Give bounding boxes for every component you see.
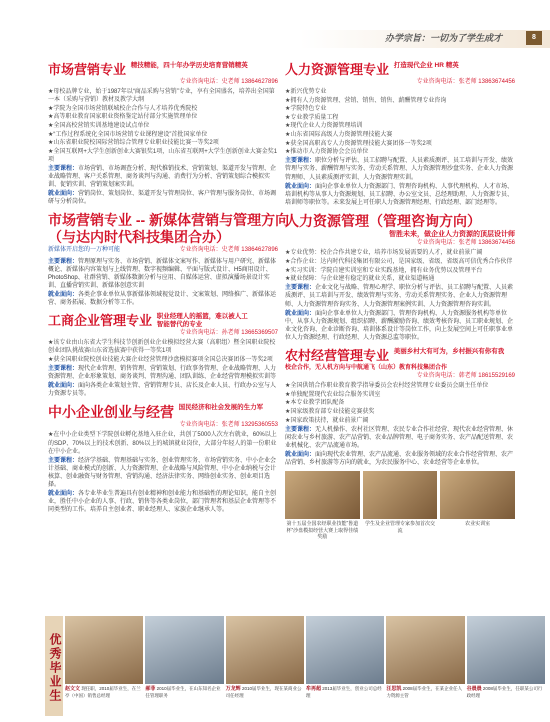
graduate-desc: 2008届毕业生，在某企业任人力资源主管 [386,686,463,698]
career-paragraph: 就业面向：各专业毕业生普遍具有创业精神和创业能力和基础性的理论知识，能自主创业，胜任中小企业的人事、行政、销售等各类业岗位，部门管理者和基层企业管理等不同类型的工作。培养自主创业者、职业经理人、家族企业继承人等。 [48,491,277,514]
feature-item: ★专业优势：校企合作共建专业，培养市场发展需要的人才，就业前景广阔 [285,250,483,257]
career-paragraph: 就业面向：面向企事业单位人力资源部门、管理咨询机构、人事代理机构、人才市场、培训机构等从事人力资源规划、员工招聘、办公室文员、总经理助理、人力资源专员、培训师等职位等。未来发展上可任职人力资源管理经理、行政经理、部门经理等。 [285,183,514,206]
section-newmedia [48,212,290,307]
courses-paragraph: 主要课程：现代企业管理、销售管理、营销策划、行政事务管理、企业战略管理、人力资源管理、企业形象策划、商务谈判、管理沟通、团队训练、企业经营管理模拟实训等 [48,365,277,381]
photo-row [285,471,515,541]
feature-item: ★现代企业人力资源管理培训 [285,123,363,130]
right-column [285,62,515,547]
feature-item: ★本专业教学团队配备 [285,400,345,407]
career-paragraph: 就业面向：面向企事业单位人力资源部门、管理咨询机构、人力资源服务机构等单位中，从事人力资源规划、组织招聘、薪酬激励咨询、绩效考核咨询、员工职业规划、企业文化咨询、企业诊断咨询、培训体系设计等岗位工作，向上发展空间上可任职事业单位人力资源经理、行政经理、人力资源总监等职位。 [285,310,514,341]
feature-item: ★山东省国际高级人力资源管理技能大赛 [285,132,393,139]
photo-caption: 第十五届全国农经职业技能“鲁道杯”沙盘模拟经营大赛上取得佳绩奖励 [286,521,359,541]
feature-item: ★该专业由山东省大学生科技节创新创业企业模拟经营大赛（高职组）暨全国职业院校创业团队挑战赛山东省选拔赛中获得一等奖1项 [48,340,276,355]
graduate-desc: 2008届毕业生，任职某公司行政经理 [466,686,543,698]
section-note: 新媒体开启您的一万种可能 [48,247,121,254]
hotline: 专业咨询电话：张老师 13863674456 [416,240,515,247]
graduate-name: 汪思凯 [386,686,402,692]
section-title: 市场营销专业 [48,62,127,77]
feature-item: ★国家级教育部专业技能竞赛获奖 [285,408,375,415]
section-title: 工商企业管理专业 [48,313,153,329]
graduate-card [226,616,304,716]
feature-item: ★获全国高职高专人力资源管理技能大赛团体一等奖2项 [285,140,432,147]
feature-item: ★全国高校营销实训基地建设试点单位 [48,122,150,129]
graduates-label: 优秀毕业生 [45,616,63,716]
feature-item: ★全国供销合作职业教育教学指导委员会农村经营管理专业委员会副主任单位 [285,383,489,390]
career-paragraph: 就业面向：面向现代农业管理、农产品流通、农业服务领域的农业合作经营管理、农产品营销、乡村旅游等方向的就业，为农民服务中心、农业经营等企业单位。 [285,451,514,466]
photo-caption: 农业实训室 [465,521,491,528]
graduate-desc: 2010届毕业生，现在某商业公司任经理 [225,686,302,698]
feature-item: ★推动市人力资源协会会员单位 [285,149,369,156]
section-title: 人力资源管理专业 [285,62,390,77]
courses-paragraph: 主要课程：企业文化与战略、管理心理学、职位分析与评估、员工招聘与配置、人员素质测评、员工培训与开发、绩效管理与实务、劳动关系管理实务、企业人力资源管理师、人力资源管理咨询实务、人力资源管理案例实训、人力资源管理咨询实训。 [285,285,514,308]
hotline: 专业咨询电话：张老师 13295360553 [179,422,278,429]
section-hr [285,62,515,207]
feature-item: ★“工作过程系统化全国市场营销专业课程建设”首批国家单位 [48,131,208,138]
feature-item: ★获全国职业院校创业技能大赛企业经营管理沙盘模拟赛项全国总决赛团体一等奖2项 [48,356,273,363]
feature-item: ★学院为全国市场营销联城校企合作与人才培养优秀院校 [48,105,198,112]
section-subtitle: 打造现代企业 HR 精英 [393,62,459,69]
graduate-name: 赵文文 [65,686,81,692]
section-subtitle: 职业经理人的摇篮，难以被人工智能替代的专业 [156,313,248,329]
section-subtitle: 国民经济和社会发展的生力军 [178,404,264,412]
hotline: 专业咨询电话：史老师 13864627896 [179,247,278,254]
section-title: 人力资源管理（管理咨询方向） [285,212,481,229]
courses-paragraph: 主要课程：管理原理与实务、市场营销、新媒体文案写作、新媒体与用户研究、新媒体概论、新媒体内容策划与上线管理、数字视频编辑、平面与版式设计、H5商用设计、PhotoShop、社群营销、新媒体数据分析与应用、自媒体运营、虚拟演播场景设计实训、直播营销实训、新媒体创意实训 [48,258,277,289]
graduate-name: 谷晨晨 [466,686,482,692]
header-slogan: 办学宗旨：一切为了学生成才 [385,34,503,44]
graduate-name: 万龙辉 [225,686,241,692]
section-subtitle: 精技精能，四十年办学历史培育营销精英 [130,62,248,69]
graduate-desc: 现任职，2010届毕业生，在兰亭（中国）销售总经理 [65,686,141,698]
graduate-photo [306,616,384,684]
feature-item: ★单独配置现代农业综合服务实训室 [285,391,381,398]
graduate-desc: 2010届毕业生，在山东知名企业任管理职务 [145,686,221,698]
career-paragraph: 就业面向：营销岗位、策划岗位、渠道开发与管理岗位、客户管理与服务岗位、市场调研与分析岗位。 [48,191,277,206]
graduates-strip [45,616,545,716]
feature-item: ★合作企业：达内时代科技集团有限公司，是国家级、省级、省级高可信优秀合作伙伴 [285,259,513,266]
feature-item: ★国家政策扶持，就业前景广阔 [285,417,369,424]
feature-item: ★就业保障：与企业建有稳定的就业关系，就业渠道畅通 [285,276,435,283]
feature-item: ★全国互联网+大学生创新创业大赛银奖1项，山东省互联网+大学生创新创业大赛金奖1项 [48,148,278,163]
page-number: 8 [526,31,542,45]
hotline: 专业咨询电话：张老师 13863674456 [416,79,515,85]
feature-item: ★学院特色专业 [285,106,327,113]
section-subtitle: 智胜未来，做企业人力资源的顶层设计师 [389,230,515,238]
section-hr-consult [285,213,515,342]
section-business [48,313,278,398]
feature-item: ★新兴优势专业 [285,89,327,96]
graduate-photo [145,616,223,684]
graduate-photo [65,616,143,684]
section-title: 农村经营管理专业 [285,347,390,363]
section-subtitle: 美丽乡村大有可为，乡村振兴有你有我 [393,347,505,355]
section-title: 市场营销专业 -- 新媒体营销与管理方向 [48,212,290,229]
section-marketing [48,62,278,206]
feature-item: ★实习实训：学院自建实训室和专业实践基地，拥有业务优势以及管理平台 [285,267,483,274]
hotline: 专业咨询电话：史老师 13864627896 [179,79,278,85]
career-paragraph: 就业面向：面向各类企业策划主管、营销管理专员、店长及企业人员、行政办公室与人力资源专员等。 [48,383,277,398]
graduate-photo [467,616,545,684]
section-title: 中小企业创业与经营 [48,404,174,421]
feature-item: ★拥有人力资源管理、营销、销售、销售、薪酬管理专业咨询 [285,97,447,104]
graduate-card [145,616,223,716]
graduate-photo [386,616,464,684]
exchange-photo [363,471,438,519]
section-agri [285,348,515,541]
training-room-photo [440,471,515,519]
graduate-card [306,616,384,716]
courses-paragraph: 主要课程：经济学基础、管理基础与实务、创业管理实务、市场营销实务、中小企业会计基础、商业模式的创新、人力资源管理、企业战略与风险管理、中小企业纳税与会计核算、创业融资与财务管理、营销沟通、经济法律实务、网络创业实务、创业项目选择。 [48,457,277,488]
graduate-desc: 2013届毕业生，创业公司总经理 [305,686,382,698]
left-column [48,62,290,520]
section-sme [48,404,278,514]
feature-item: ★母校品牌专业，始于1987年以“商品采购与营销”专业，享有全国盛名，培养出全国第一本（采购与营销）教材及教学大纲 [48,89,275,104]
courses-paragraph: 主要课程：无人机操作、农村社区管理、农民专业合作社经营、现代农业经营管理、休闲农业与乡村旅游、农产品营销、农业品牌管理、电子商务实务、农产品配送管理、农业机械化、农产品流通市场。 [285,426,514,449]
graduate-name: 牟再超 [305,686,321,692]
graduate-photo [226,616,304,684]
graduate-card [65,616,143,716]
feature-item: ★山东省职业院校国际营销综合管理专业职业技能比赛一等奖2项 [48,140,219,147]
graduate-name: 郝菲 [145,686,156,692]
graduate-card [386,616,464,716]
hotline: 专业咨询电话：韩老师 18615529169 [416,373,515,380]
hotline: 专业咨询电话：孙老师 13665369507 [179,330,278,337]
section-title-line2: （与达内时代科技集团合办） [48,229,230,246]
graduate-card [467,616,545,716]
courses-paragraph: 主要课程：职位分析与评估、员工招聘与配置、人员素质测评、员工培训与开发、绩效管理与实务、薪酬管理与实务、劳动关系管理、人力资源管理沙盘实务、企业人力资源管理师、人员素质测评实训、人力资源管理实训。 [285,158,514,181]
feature-item: ★在中小企业类型下学院创业孵化基地入驻企业，共创了5000人次左右就业，60%以上的SDP、70%以上的技术创新、80%以上的城镇就业岗位，大部分年轻人的第一份职业在中小企业。 [48,432,277,455]
feature-item: ★高等职业教育国家职业资格鉴定站付部分实施管理单位 [48,114,198,121]
section-subtitle-2: 校企合作，无人机方向与中航通飞（山东）教育科技集团合作 [285,364,448,371]
feature-item: ★专业教学质量工程 [285,114,339,121]
photo-caption: 学生及企业管理专家参加首次交流 [365,521,436,534]
competition-photo [285,471,360,519]
courses-paragraph: 主要课程：市场营销、市场调查分析、现代推销技术、营销策划、渠道开发与管理、企业战略管理、客户关系管理、商务谈判与沟通、消费行为分析、营销策划综合模拟实训、促销实训、营销策划案实训。 [48,165,277,189]
career-paragraph: 就业面向：各类企事业单位从事新媒体领域视觉设计、文案策划、网络推广、新媒体运营、商务拓展、数据分析等工作。 [48,291,277,306]
